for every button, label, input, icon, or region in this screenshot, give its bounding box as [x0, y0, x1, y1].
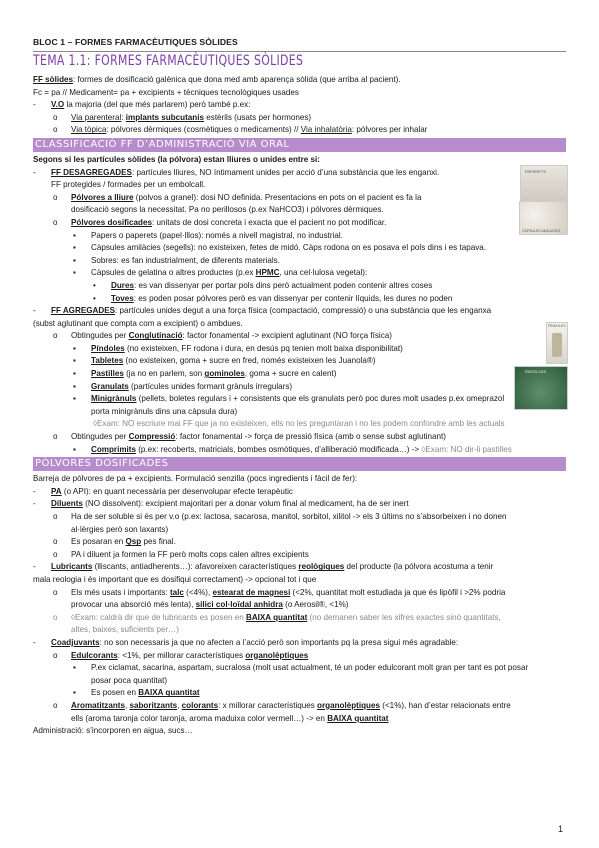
bullet-circle: o	[53, 432, 58, 442]
silici-term: silici col·loïdal anhidra	[195, 600, 283, 610]
bullet-circle: o	[53, 587, 58, 597]
dil-item-cont: al·lèrgies però son laxants)	[71, 524, 169, 534]
topica-line	[33, 124, 566, 137]
dures-text: : es van dissenyar per portar pols dins però actualment poden contenir altres coses	[133, 280, 433, 290]
section1-lead: Segons si les partícules sòlides (la pólvora) estan lliures o unides entre si:	[33, 154, 320, 164]
bullet-circle: o	[53, 331, 58, 341]
comp-term: Compressió	[128, 432, 176, 442]
conglu-pre: Obtingudes per	[71, 331, 129, 341]
estearat-text: (<2%, quantitat molt estudiada ja que és lipòfil i >2% podria	[290, 587, 506, 597]
ff-definition	[33, 74, 566, 87]
hpmc-term: HPMC	[255, 268, 280, 278]
implants-term: implants subcutanis	[125, 112, 205, 122]
dos-item-text: Càpsules amilàcies (segells): no existeixen, fetes de midó. Càps rodona on es posava el pols dins i es tapava.	[91, 243, 487, 253]
formula-line: Fc = pa // Medicament= pa + excipients + tècniques tecnològiques usades	[33, 87, 299, 97]
bullet-circle: o	[53, 700, 58, 710]
baixa-pre: Es posen en	[91, 688, 139, 698]
bullet-circle: o	[53, 125, 58, 135]
edul-text: : <1%, per millorar característiques	[117, 650, 246, 660]
mini-term: Minigrànuls	[91, 394, 137, 404]
estearat-text-2: provocar una absorció més lenta),	[71, 600, 196, 610]
qsp-line	[33, 536, 566, 549]
conglu-item-term: Tabletes	[91, 356, 124, 366]
bullet-square: ▪	[73, 381, 76, 391]
section-bar-polvores: PÓLVORES DOSIFICADES	[33, 457, 566, 471]
exam3-pre: ◊Exam: caldrà dir que de lubricants es posen en	[71, 612, 246, 622]
section2-lead: Barreja de pólvores de pa + excipients. Formulació senzilla (pocs ingredients i fàcil de fer):	[33, 474, 358, 484]
exam-note-1: ◊Exam: NO escriure mai FF que ja no existeixen, ells no les preguntaran i no les podem confondre amb les actuals	[93, 419, 505, 429]
ff-def: : formes de dosificació galènica que dona med amb aparença sòlida (que arriba al pacient).	[73, 75, 401, 84]
gominoles-term: gominoles	[204, 369, 245, 379]
coad-term: Coadjuvants	[51, 637, 100, 647]
conglu-item-term: Píndoles	[91, 343, 125, 353]
page-number: 1	[557, 824, 563, 834]
conglu-item-text-2: , goma + sucre en calent)	[244, 369, 337, 379]
edul-item	[33, 662, 566, 675]
vo-term: V.O	[51, 100, 65, 110]
bullet-diamond: •	[93, 293, 96, 303]
paperets-label: PAPERETS	[525, 169, 547, 174]
parenteral-rest: estèrils (usats per hormones)	[204, 112, 312, 122]
bullet-circle: o	[53, 650, 58, 660]
edul-item-cont: posar poca quantitat)	[91, 675, 168, 685]
admin-line: Administració: s’incorporen en aigua, sucs…	[33, 726, 193, 736]
exam3-text: (no demanen saber les xifres exactes sinó quantitats,	[307, 612, 501, 622]
conglu-item-term: Pastilles	[91, 369, 124, 379]
gel-text-2: , una cel·lulosa vegetal):	[279, 268, 368, 278]
bullet-square: ▪	[73, 444, 76, 454]
pa-text: (o API): en quant necessària per desenvolupar efecte terapèutic	[61, 486, 293, 496]
conglu-text: : factor fonamental -> excipient aglutinant (NO força física)	[182, 331, 392, 341]
aro-org-term: organolèptiques	[317, 700, 381, 710]
capsules-label: CÀPSULES AMILÀCIES	[522, 229, 561, 233]
bullet-circle: o	[53, 549, 58, 559]
vo-line	[33, 99, 566, 112]
bullet-square: ▪	[73, 243, 76, 253]
gel-text: Càpsules de gelatina o altres productes (p.ex	[91, 268, 256, 278]
parenteral-line	[33, 112, 566, 125]
pols-term: Pólvores a lliure	[71, 192, 134, 202]
pa-line	[33, 486, 566, 499]
bullet-circle: o	[53, 512, 58, 521]
dos-item	[33, 230, 566, 243]
toves-text: : es poden posar pólvores però es van dissenyar per contenir líquids, les dures no poden	[133, 293, 453, 303]
aro-text: : x millorar característiques	[218, 700, 318, 710]
vo-text: la majoria (del que més parlarem) però també p.ex:	[64, 100, 251, 110]
bullet-circle: o	[53, 612, 58, 622]
bullet-square: ▪	[73, 663, 76, 673]
bullet-dash: -	[33, 167, 36, 177]
talc-pre: Els més usats i importants:	[71, 587, 170, 597]
bullet-square: ▪	[73, 688, 76, 698]
bullet-circle: o	[53, 192, 58, 202]
dil-text: (NO dissolvent): excipient majoritari per a donar volum final al medicament, ha de ser inert	[82, 499, 409, 509]
aro-line: o Aromatitzants, saboritzants, colorants: x millorar característiques organolèptiques (<1%), han d’estar relacionats entre	[33, 700, 566, 713]
dil-term: Diluents	[51, 499, 83, 509]
aro-line-2	[33, 713, 566, 726]
bullet-circle: o	[53, 217, 58, 227]
silici-text: (o Aerosil®, <1%)	[282, 600, 349, 610]
conglu-item-text: (no existeixen, goma + sucre en fred, només existeixen les Juanola®)	[123, 356, 376, 366]
pindoles-label: PÍNDOLES	[548, 324, 566, 328]
document-body	[33, 74, 566, 738]
conglu-item-text: (ja no en parlem, son	[123, 369, 205, 379]
bullet-dash: -	[33, 637, 36, 647]
dures-line	[33, 280, 566, 293]
conglu-item-text: (partícules unides formant grànuls irregulars)	[128, 381, 293, 391]
bullet-dash: -	[33, 100, 36, 110]
parenteral-term: Via parenteral	[71, 112, 122, 122]
pastilles-label: PASTILLES	[525, 369, 547, 374]
parenteral-sep: :	[121, 112, 126, 122]
aro-term: Aromatitzants	[71, 700, 125, 710]
bullet-dash: -	[33, 486, 36, 496]
ffd-line	[33, 167, 566, 180]
conglu-term: Conglutinació	[128, 331, 183, 341]
pols-line-2: dosificació segons la necessitat. Pa no perillosos (p.ex NaHCO3) i pólvores dèrmiques.	[71, 205, 384, 215]
gelatina-line	[33, 267, 566, 280]
pols-text: (polvos a granel): dosi NO definida. Presentacions en pots on el pacient es fa la	[133, 192, 422, 202]
mini-text: (pellets, boletes regulars i + consistents que els granulats però poc dures molt usades p.ex omeprazol	[136, 394, 505, 404]
toves-line	[33, 293, 566, 306]
compr-term: Comprimits	[91, 444, 136, 454]
conglu-item	[33, 368, 566, 381]
document-header: BLOC 1 – FORMES FARMACÈUTIQUES SÒLIDES	[33, 37, 238, 47]
estearat-line-2	[33, 599, 566, 612]
topica-text: : pólvores dèrmiques (cosmètiques o medicaments) //	[106, 125, 301, 135]
comp-pre: Obtingudes per	[71, 432, 129, 442]
lub-line-2: mala reologia i és important que es dosifiqui correctament) -> opcional tot i que	[33, 574, 317, 584]
conglu-line	[33, 330, 566, 343]
ffa-term: FF AGREGADES	[51, 306, 116, 316]
talc-mid: (<4%),	[183, 587, 213, 597]
conglu-item-term: Granulats	[91, 381, 129, 391]
bullet-diamond: •	[93, 280, 96, 290]
conglu-item	[33, 343, 566, 356]
dos-item-text: Papers o paperets (papel·lllos): només a nivell magistral, no industrial.	[91, 230, 343, 240]
bullet-square: ▪	[73, 343, 76, 353]
talc-line	[33, 587, 566, 600]
exam3-term: BAIXA quantitat	[245, 612, 308, 622]
bullet-dash: -	[33, 306, 36, 316]
ff-term: FF sòlides	[33, 75, 74, 84]
exam-note-3-cont: altes, baixes, suficients per…)	[71, 625, 179, 635]
edul-item-text: P.ex ciclamat, sacarina, aspartam, sucralosa (molt usat actualment, té un poder edulcorant molt gran per tant es pot posar	[91, 663, 529, 673]
ffd-text: : partícules lliures, NO íntimament unides per acció d’una substància que les enganxi.	[131, 167, 440, 177]
edul-term: Edulcorants	[71, 650, 118, 660]
qsp-text: pes final.	[141, 537, 176, 547]
baixa-line	[33, 687, 566, 700]
topica-term: Via tòpica	[71, 125, 107, 135]
bullet-circle: o	[53, 112, 58, 122]
bullet-square: ▪	[73, 369, 76, 379]
bullet-dash: -	[33, 499, 36, 509]
pols-line	[33, 192, 566, 205]
conglu-item	[33, 381, 566, 394]
dos-item	[33, 242, 566, 255]
coad-line	[33, 637, 566, 650]
col-term: colorants	[181, 700, 219, 710]
coad-text: : no son necessaris ja que no afecten a l’acció però son importants pq la presa sigui més agradable:	[99, 637, 459, 647]
mini-line-2: porta minigrànuls dins una càpsula dura)	[91, 406, 238, 416]
ffa-text: : partícules unides degut a una força física (compactació, compressió) o una substància que les enganxa	[115, 306, 492, 316]
ffd-term: FF DESAGREGADES	[51, 167, 132, 177]
estearat-term: estearat de magnesi	[212, 587, 291, 597]
comprimits-line	[33, 444, 566, 457]
ffd-line-2: FF protegides / formades per un embolcall.	[51, 180, 206, 190]
dures-term: Dures	[111, 280, 134, 290]
lub-text-2: del producte (la pólvora acostuma a tenir	[344, 562, 494, 572]
bullet-square: ▪	[73, 356, 76, 366]
compr-text: (p.ex: recoberts, matricials, bombes osmòtiques, d’alliberació modificada…) ->	[135, 444, 422, 454]
qsp-pre: Es posaran en	[71, 537, 126, 547]
lub-term: Lubricants	[51, 562, 93, 572]
mini-line	[33, 393, 566, 406]
bullet-square: ▪	[73, 394, 76, 404]
document-title: TEMA 1.1: FORMES FARMACÈUTIQUES SÒLIDES	[33, 53, 304, 69]
pa-dil-line	[33, 549, 566, 562]
sab-term: saboritzants	[129, 700, 178, 710]
inhal-term: Via inhalatòria	[300, 125, 352, 135]
bullet-square: ▪	[73, 255, 76, 265]
reologiques-term: reològiques	[298, 562, 345, 572]
section-bar-classificacio: CLASSIFICACIÓ FF D’ADMINISTRACIÓ VIA ORAL	[33, 138, 566, 152]
comp-text: : factor fonamental -> força de pressió física (amb o sense subst aglutinant)	[175, 432, 446, 442]
qsp-term: Qsp	[125, 537, 142, 547]
aro-text-2: (<1%), han d’estar relacionats entre	[380, 700, 511, 710]
aro-text-3: ells (aroma taronja color taronja, aroma maduixa color vermell…) -> en	[71, 713, 328, 723]
dil-item	[33, 511, 566, 524]
organoleptiques-term: organolèptiques	[245, 650, 309, 660]
toves-term: Toves	[111, 293, 134, 303]
inhal-text: : pólvores per inhalar	[351, 125, 428, 135]
dos-text: : unitats de dosi concreta i exacta que el pacient no pot modificar.	[151, 217, 387, 227]
dos-term: Pólvores dosificades	[71, 217, 152, 227]
dos-line	[33, 217, 566, 230]
exam-note-3	[33, 612, 566, 625]
dos-item-text: Sobres: es fan industrialment, de diferents materials.	[91, 255, 280, 265]
aro-baixa-term: BAIXA quantitat	[327, 713, 389, 723]
bullet-square: ▪	[73, 230, 76, 240]
exam-note-2: ◊Exam: NO dir-li pastilles	[421, 444, 512, 454]
conglu-item-text: (no existeixen, FF rodona i dura, en desús pq tenien molt baixa disponibilitat)	[124, 343, 403, 353]
header-divider	[33, 51, 566, 52]
ffa-line	[33, 305, 566, 318]
edul-line	[33, 650, 566, 663]
dil-item-text: Ha de ser soluble si és per v.o (p.ex: lactosa, sacarosa, manitol, sorbitol, xilitol -> els 3 últims no s’absorbeixen i no donen	[71, 512, 507, 521]
baixa-term: BAIXA quantitat	[138, 688, 200, 698]
diluents-line	[33, 498, 566, 511]
pa-term: PA	[51, 486, 62, 496]
dos-item	[33, 255, 566, 268]
lub-line	[33, 561, 566, 574]
bullet-dash: -	[33, 562, 36, 572]
pa-dil-text: PA i diluent ja formen la FF però molts cops calen altres excipients	[71, 549, 309, 559]
lub-text: (lliscants, antiadherents…): afavoreixen característiques	[92, 562, 299, 572]
talc-term: talc	[169, 587, 184, 597]
bullet-circle: o	[53, 537, 58, 547]
ffa-line-2: (subst aglutinant que compta com a excipient) o ambdues.	[33, 318, 243, 328]
bullet-square: ▪	[73, 268, 76, 278]
conglu-item	[33, 355, 566, 368]
comp-line	[33, 431, 566, 444]
